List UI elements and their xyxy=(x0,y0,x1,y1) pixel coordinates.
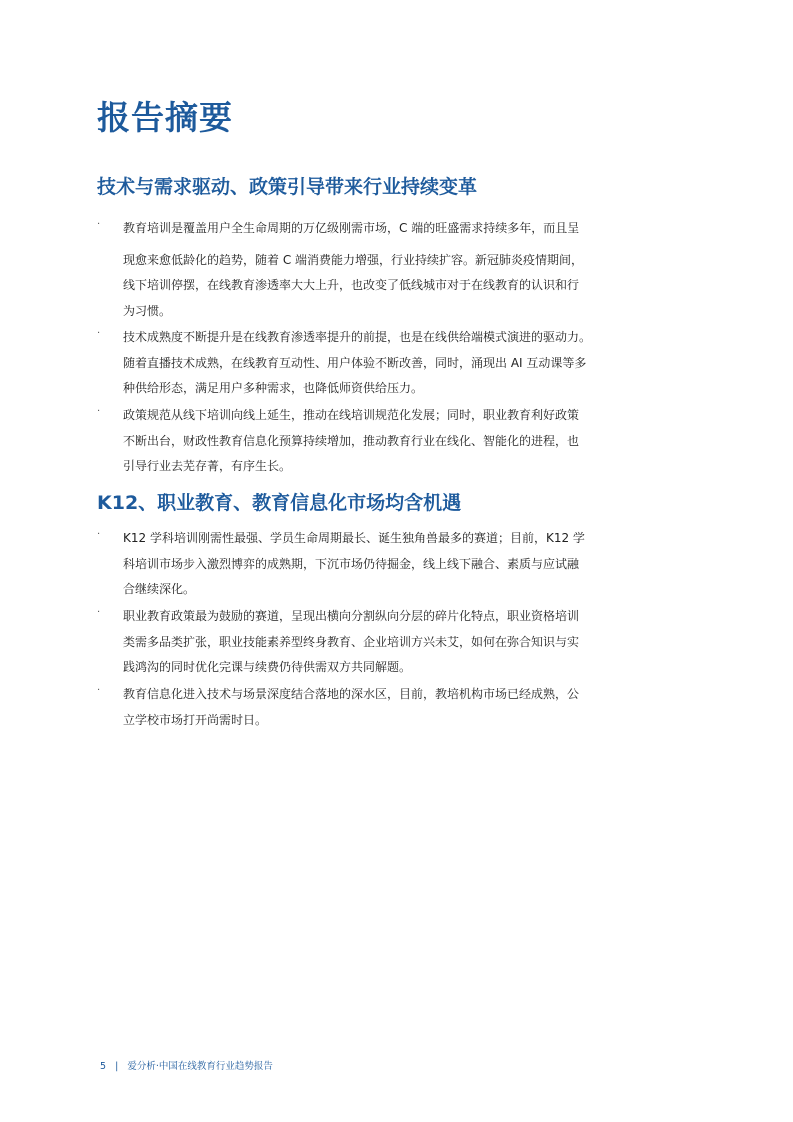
page-title: 报告摘要 xyxy=(97,98,233,137)
footer-separator: | xyxy=(115,1061,119,1072)
bullet-text xyxy=(123,325,591,402)
bullet-text xyxy=(123,682,591,733)
bullet-marker: · xyxy=(97,529,101,540)
text-line: 现愈来愈低龄化的趋势，随着 C 端消费能力增强，行业持续扩容。新冠肺炎疫情期间， xyxy=(123,252,584,267)
bullet-text xyxy=(123,216,591,324)
section-heading-1: 技术与需求驱动、政策引导带来行业持续变革 xyxy=(97,176,478,198)
bullet-marker: · xyxy=(97,328,101,339)
text-line: 合继续深化。 xyxy=(123,582,196,596)
text-line: K12 学科培训刚需性最强、学员生命周期最长、诞生独角兽最多的赛道；目前，K12 学 xyxy=(123,531,585,545)
text-line: 职业教育政策最为鼓励的赛道，呈现出横向分割纵向分层的碎片化特点，职业资格培训 xyxy=(123,609,580,623)
text-line: 践鸿沟的同时优化完课与续费仍待供需双方共同解题。 xyxy=(123,660,412,674)
text-line: 立学校市场打开尚需时日。 xyxy=(123,712,268,727)
text-line: 技术成熟度不断提升是在线教育渗透率提升的前提，也是在线供给端模式演进的驱动力。 xyxy=(123,330,592,344)
bullet-marker: · xyxy=(97,219,101,230)
text-line: 不断出台，财政性教育信息化预算持续增加，推动教育行业在线化、智能化的进程，也 xyxy=(123,433,580,448)
bullet-marker: · xyxy=(97,406,101,417)
bullet-text xyxy=(123,604,591,681)
report-name: 爱分析·中国在线教育行业趋势报告 xyxy=(127,1061,273,1072)
page-number: 5 xyxy=(100,1061,107,1072)
text-line: 随着直播技术成熟，在线教育互动性、用户体验不断改善，同时，涌现出 AI 互动课等多 xyxy=(123,355,587,370)
page-footer xyxy=(100,1058,273,1072)
text-line: 科培训市场步入激烈博弈的成熟期，下沉市场仍待掘金，线上线下融合、素质与应试融 xyxy=(123,556,580,571)
text-line: 教育培训是覆盖用户全生命周期的万亿级刚需市场，C 端的旺盛需求持续多年，而且呈 xyxy=(123,221,580,235)
text-line: 线下培训停摆，在线教育渗透率大大上升，也改变了低线城市对于在线教育的认识和行 xyxy=(123,278,580,292)
text-line: 政策规范从线下培训向线上延生，推动在线培训规范化发展；同时，职业教育利好政策 xyxy=(123,408,580,422)
bullet-marker: · xyxy=(97,607,101,618)
bullet-text xyxy=(123,403,591,480)
text-line: 为习惯。 xyxy=(123,303,172,318)
text-line: 种供给形态，满足用户多种需求，也降低师资供给压力。 xyxy=(123,381,424,395)
bullet-marker: · xyxy=(97,685,101,696)
text-line: 类需多品类扩张，职业技能素养型终身教育、企业培训方兴未艾，如何在弥合知识与实 xyxy=(123,634,580,649)
bullet-text xyxy=(123,526,591,603)
text-line: 教育信息化进入技术与场景深度结合落地的深水区，目前，教培机构市场已经成熟，公 xyxy=(123,687,580,701)
text-line: 引导行业去芜存菁，有序生长。 xyxy=(123,459,292,473)
section-heading-2: K12、职业教育、教育信息化市场均含机遇 xyxy=(97,492,462,514)
